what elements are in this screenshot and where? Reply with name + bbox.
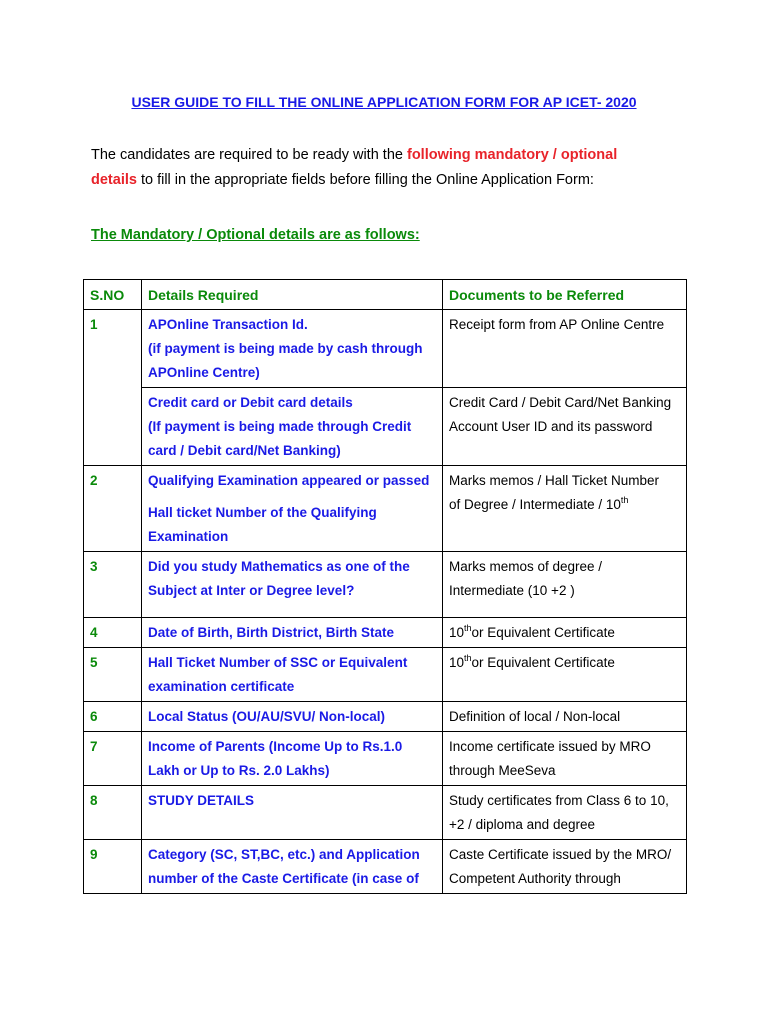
row-details xyxy=(142,648,443,702)
superscript: th xyxy=(620,494,629,505)
document-line: Account User ID and its password xyxy=(449,419,653,434)
detail-line: Hall ticket Number of the Qualifying xyxy=(148,505,377,520)
row-sno: 9 xyxy=(84,840,142,894)
row-documents xyxy=(443,618,687,648)
detail-line: Subject at Inter or Degree level? xyxy=(148,583,355,598)
row-sno: 4 xyxy=(84,618,142,648)
document-text: or Equivalent Certificate xyxy=(471,625,615,640)
row-details xyxy=(142,840,443,894)
detail-line: Hall Ticket Number of SSC or Equivalent xyxy=(148,655,408,670)
table-header-row xyxy=(84,280,687,310)
document-text: 10 xyxy=(449,655,465,670)
document-text: of Degree / Intermediate / 10 xyxy=(449,497,621,512)
row-details xyxy=(142,618,443,648)
row-sno: 6 xyxy=(84,702,142,732)
intro-paragraph xyxy=(91,143,691,193)
document-line: Study certificates from Class 6 to 10, xyxy=(449,793,669,808)
document-text: or Equivalent Certificate xyxy=(471,655,615,670)
row-documents xyxy=(443,310,687,388)
row-sno: 7 xyxy=(84,732,142,786)
table-row xyxy=(84,310,687,388)
detail-line: Credit card or Debit card details xyxy=(148,395,353,410)
document-line: through MeeSeva xyxy=(449,763,556,778)
detail-line: Did you study Mathematics as one of the xyxy=(148,559,410,574)
detail-line: Local Status (OU/AU/SVU/ Non-local) xyxy=(148,709,386,724)
header-details: Details Required xyxy=(142,280,443,310)
row-documents xyxy=(443,702,687,732)
document-text: 10 xyxy=(449,625,465,640)
table-row xyxy=(84,786,687,840)
row-documents xyxy=(443,466,687,552)
row-documents xyxy=(443,840,687,894)
row-details xyxy=(142,702,443,732)
row-sno: 3 xyxy=(84,552,142,618)
table-row xyxy=(84,840,687,894)
detail-line: number of the Caste Certificate (in case of xyxy=(148,871,419,886)
detail-line: Category (SC, ST,BC, etc.) and Application xyxy=(148,847,420,862)
table-row xyxy=(84,702,687,732)
row-documents xyxy=(443,388,687,466)
superscript: th xyxy=(464,652,472,663)
document-line: Definition of local / Non-local xyxy=(449,709,621,724)
row-details xyxy=(142,786,443,840)
header-sno: S.NO xyxy=(84,280,142,310)
row-documents xyxy=(443,786,687,840)
document-line: Caste Certificate issued by the MRO/ xyxy=(449,847,672,862)
document-line: Receipt form from AP Online Centre xyxy=(449,317,665,332)
document-line xyxy=(449,621,680,645)
detail-line: Qualifying Examination appeared or passed xyxy=(148,473,430,488)
section-subheading: The Mandatory / Optional details are as follows: xyxy=(91,227,420,243)
document-line xyxy=(449,651,680,675)
table-row xyxy=(84,618,687,648)
requirements-table xyxy=(83,279,687,894)
detail-line: APOnline Transaction Id. xyxy=(148,317,308,332)
row-details xyxy=(142,466,443,552)
detail-line: Income of Parents (Income Up to Rs.1.0 xyxy=(148,739,403,754)
document-title: USER GUIDE TO FILL THE ONLINE APPLICATION FORM FOR AP ICET- 2020 xyxy=(131,94,637,110)
row-documents xyxy=(443,732,687,786)
row-documents xyxy=(443,648,687,702)
document-line: +2 / diploma and degree xyxy=(449,817,595,832)
intro-highlight-2: details xyxy=(91,172,137,188)
table-row xyxy=(84,732,687,786)
table-row xyxy=(84,552,687,618)
detail-line: STUDY DETAILS xyxy=(148,793,255,808)
row-documents xyxy=(443,552,687,618)
detail-line: Examination xyxy=(148,529,229,544)
detail-line: Date of Birth, Birth District, Birth State xyxy=(148,625,395,640)
row-details xyxy=(142,388,443,466)
document-line: Credit Card / Debit Card/Net Banking xyxy=(449,395,672,410)
document-line: Marks memos of degree / xyxy=(449,559,603,574)
table-row xyxy=(84,388,687,466)
detail-line: card / Debit card/Net Banking) xyxy=(148,443,341,458)
row-details xyxy=(142,552,443,618)
document-line xyxy=(449,493,680,517)
table-row xyxy=(84,466,687,552)
detail-line: (if payment is being made by cash through xyxy=(148,341,423,356)
detail-line: (If payment is being made through Credit xyxy=(148,419,412,434)
intro-text-end: to fill in the appropriate fields before filling the Online Application Form: xyxy=(136,172,594,188)
detail-line: APOnline Centre) xyxy=(148,365,260,380)
document-line: Marks memos / Hall Ticket Number xyxy=(449,473,660,488)
intro-text-start: The candidates are required to be ready with the xyxy=(91,147,407,163)
row-details xyxy=(142,310,443,388)
superscript: th xyxy=(464,622,472,633)
document-line: Income certificate issued by MRO xyxy=(449,739,651,754)
row-sno: 5 xyxy=(84,648,142,702)
intro-highlight-1: following mandatory / optional xyxy=(406,147,618,163)
row-sno: 8 xyxy=(84,786,142,840)
detail-line: Lakh or Up to Rs. 2.0 Lakhs) xyxy=(148,763,330,778)
row-sno: 1 xyxy=(84,310,142,466)
document-line: Intermediate (10 +2 ) xyxy=(449,583,575,598)
document-line: Competent Authority through xyxy=(449,871,621,886)
table-row xyxy=(84,648,687,702)
row-details xyxy=(142,732,443,786)
row-sno: 2 xyxy=(84,466,142,552)
header-documents: Documents to be Referred xyxy=(443,280,687,310)
detail-line: examination certificate xyxy=(148,679,295,694)
